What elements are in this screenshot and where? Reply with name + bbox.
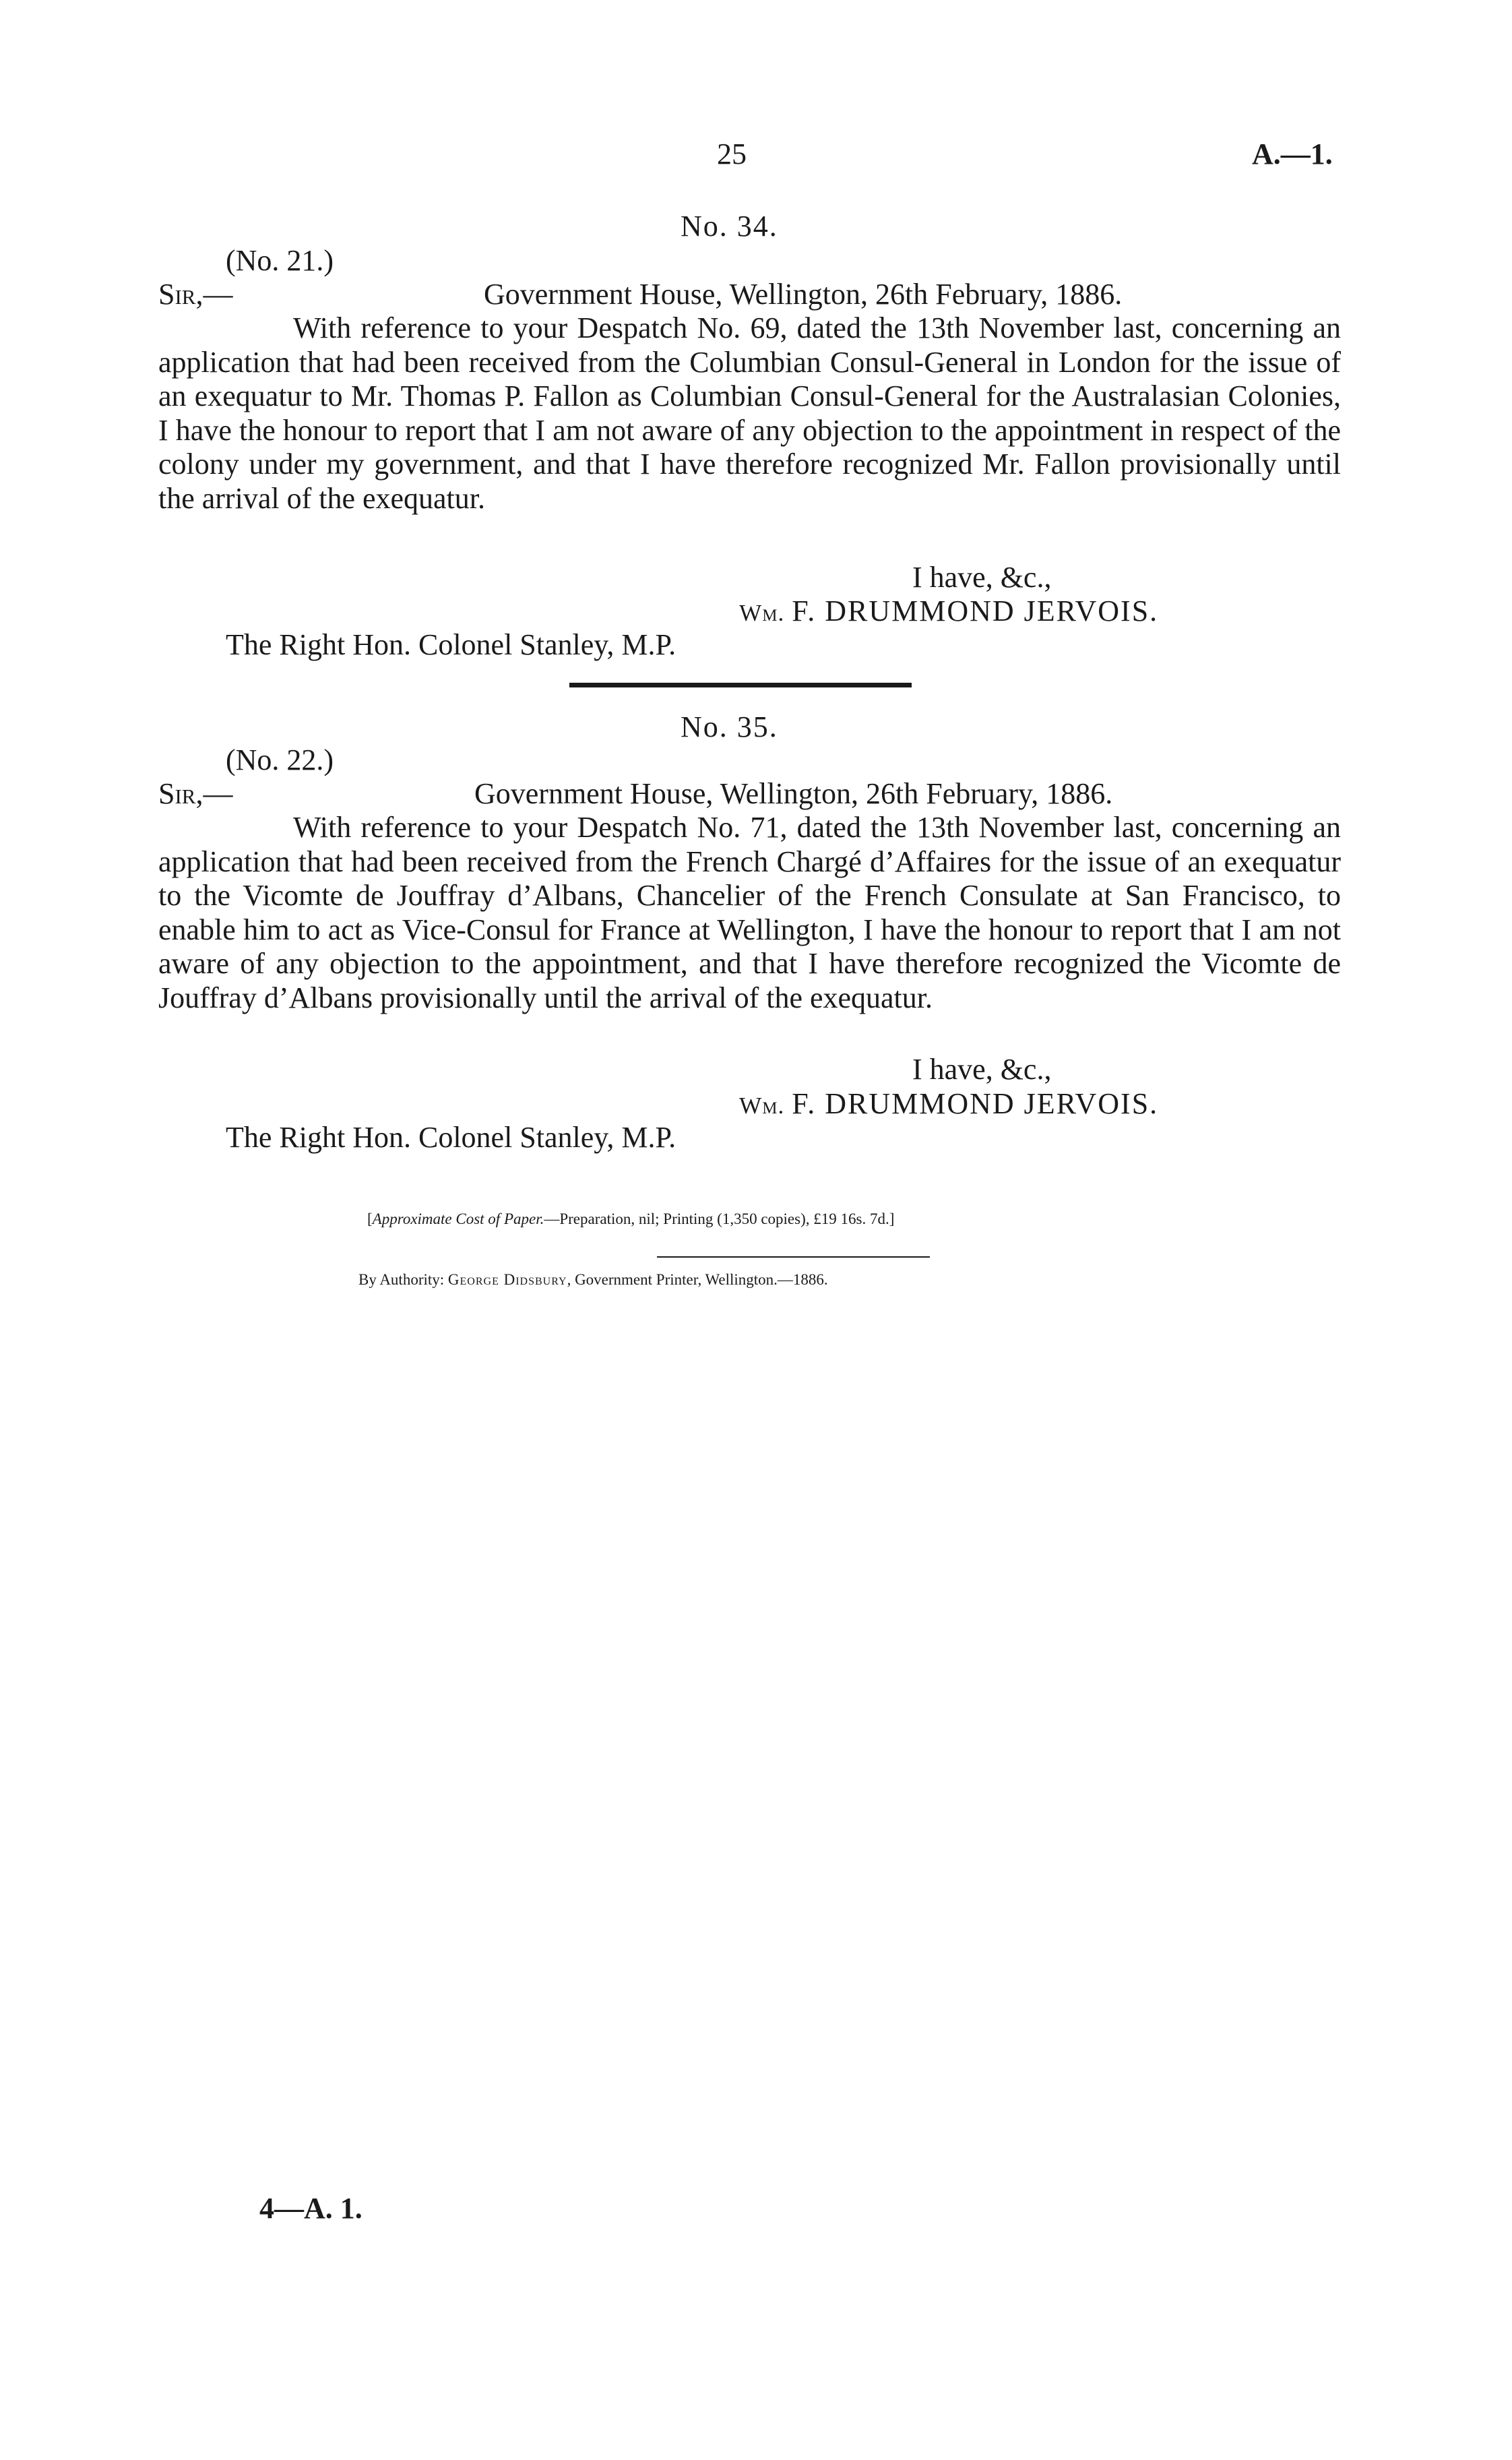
page-number: 25 (717, 137, 747, 171)
bracket-open: [ (367, 1210, 373, 1227)
closing: I have, &c., (912, 1053, 1052, 1086)
cost-label: Approximate Cost of Paper. (372, 1210, 544, 1227)
footer-rule (657, 1256, 930, 1258)
despatch-number: No. 35. (681, 710, 778, 743)
authority-prefix: By Authority: (358, 1271, 445, 1288)
bracket-close: ] (889, 1210, 895, 1227)
signature-prefix: Wm. (739, 1093, 785, 1119)
document-reference: A.—1. (1252, 137, 1333, 171)
place-date: Government House, Wellington, 26th February, 1886. (474, 777, 1113, 810)
authority-suffix: , Government Printer, Wellington.—1886. (567, 1271, 828, 1288)
printer-name: George Didsbury (447, 1271, 567, 1288)
signature-name: F. DRUMMOND JERVOIS. (792, 594, 1159, 627)
place-date: Government House, Wellington, 26th February, 1886. (484, 278, 1123, 311)
despatch-sub-number: (No. 21.) (226, 244, 334, 277)
addressee: The Right Hon. Colonel Stanley, M.P. (226, 1121, 676, 1154)
despatch-body: With reference to your Despatch No. 71, dated the 13th November last, concerning an application that had been received from the French Chargé d’Affaires for the issue of an exequatur to the Vicomte de Jouffray d’Albans, Chancelier of the French Consulate at San Francisco, to enable him to act as Vice-Consul for France at Wellington, I have the honour to report that I am not aware of any objection to the appointment, and that I have therefore recognized the Vicomte de Jouffray d’Albans provisionally until the arrival of the exequatur. (158, 811, 1341, 1014)
signature-mark: 4—A. 1. (259, 2192, 363, 2225)
cost-text: —Preparation, nil; Printing (1,350 copies), £19 16s. 7d. (544, 1210, 889, 1227)
despatch-sub-number: (No. 22.) (226, 743, 334, 776)
signature-prefix: Wm. (739, 600, 785, 626)
addressee: The Right Hon. Colonel Stanley, M.P. (226, 628, 676, 661)
salutation: Sir,— (158, 278, 233, 311)
signature-name: F. DRUMMOND JERVOIS. (792, 1087, 1159, 1120)
salutation: Sir,— (158, 777, 233, 810)
signature (739, 594, 1158, 630)
despatch-number: No. 34. (681, 210, 778, 243)
printer-imprint (358, 1271, 828, 1289)
despatch-body: With reference to your Despatch No. 69, dated the 13th November last, concerning an application that had been received from the Columbian Consul-General in London for the issue of an exequatur to Mr. Thomas P. Fallon as Columbian Consul-General for the Australasian Colonies, I have the honour to report that I am not aware of any objection to the appointment in respect of the colony under my government, and that I have therefore recognized Mr. Fallon provisionally until the arrival of the exequatur. (158, 311, 1341, 515)
cost-note (367, 1210, 894, 1228)
closing: I have, &c., (912, 561, 1052, 594)
signature (739, 1087, 1158, 1123)
section-divider (569, 683, 912, 687)
